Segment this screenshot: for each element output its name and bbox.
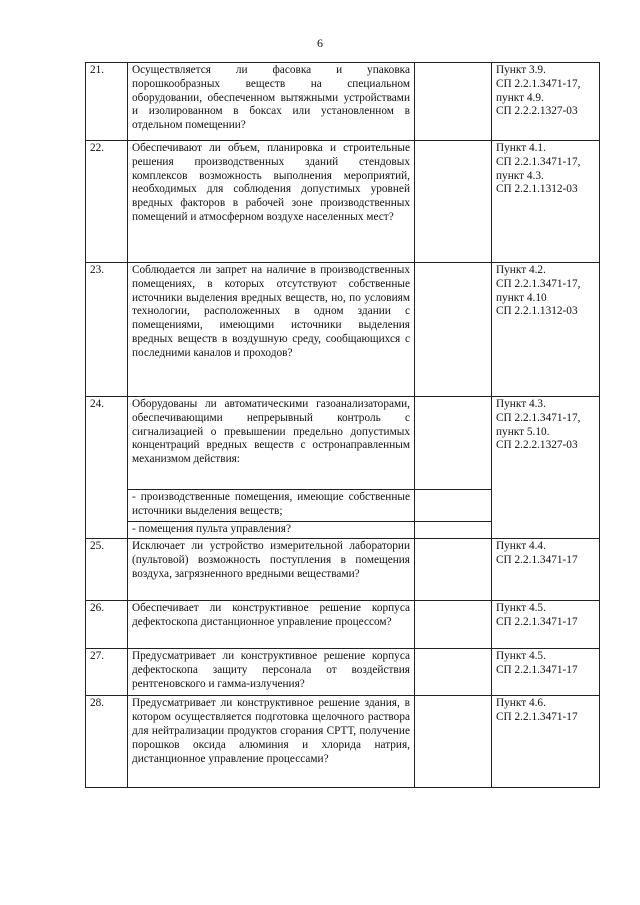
row-number: 25. <box>86 539 128 601</box>
reference-line: СП 2.2.1.3471-17, <box>496 77 581 90</box>
reference-cell <box>492 696 600 788</box>
reference-line: пункт 4.3. <box>496 169 544 182</box>
reference-cell <box>492 141 600 263</box>
answer-cell[interactable] <box>415 539 492 601</box>
reference-cell <box>492 397 600 539</box>
reference-line: пункт 5.10. <box>496 425 550 438</box>
subitem-cell: - производственные помещения, имеющие собственные источники выделения веществ; <box>128 490 415 522</box>
reference-line: Пункт 4.2. <box>496 264 546 276</box>
checklist-table <box>85 62 600 788</box>
answer-cell[interactable] <box>415 263 492 397</box>
row-number: 24. <box>86 397 128 539</box>
reference-line: СП 2.2.1.3471-17 <box>496 664 578 677</box>
row-number: 22. <box>86 141 128 263</box>
reference-cell <box>492 539 600 601</box>
reference-line: СП 2.2.2.1327-03 <box>496 439 578 452</box>
answer-cell[interactable] <box>415 397 492 490</box>
reference-line: Пункт 4.6. <box>496 697 546 710</box>
checklist-body <box>86 63 600 788</box>
table-row <box>86 696 600 788</box>
reference-line: Пункт 4.1. <box>496 142 546 154</box>
page-number: 6 <box>317 36 323 50</box>
reference-line: Пункт 3.9. <box>496 64 546 76</box>
answer-cell[interactable] <box>415 63 492 141</box>
reference-line: СП 2.2.1.3471-17, <box>496 411 581 424</box>
reference-line: СП 2.2.1.3471-17, <box>496 277 581 290</box>
reference-line: Пункт 4.4. <box>496 540 546 553</box>
reference-line: Пункт 4.5. <box>496 602 546 615</box>
reference-line: пункт 4.10 <box>496 291 547 304</box>
row-number: 21. <box>86 63 128 141</box>
reference-line: СП 2.2.1.3471-17, <box>496 155 581 168</box>
reference-line: пункт 4.9. <box>496 91 544 104</box>
answer-cell[interactable] <box>415 649 492 696</box>
question-cell: Обеспечивают ли объем, планировка и строительные решения производственных зданий стендовых комплексов возможность выполнения мероприятий, необходимых для соблюдения допустимых уровней вредных факторов в рабочей зоне производственных помещений и атмосферном воздухе населенных мест? <box>128 141 415 263</box>
reference-line: СП 2.2.1.3471-17 <box>496 616 578 629</box>
table-row <box>86 601 600 649</box>
reference-line: СП 2.2.1.3471-17 <box>496 554 578 567</box>
reference-line: СП 2.2.1.3471-17 <box>496 711 578 724</box>
reference-line: СП 2.2.2.1327-03 <box>496 105 578 118</box>
reference-cell <box>492 263 600 397</box>
row-number: 26. <box>86 601 128 649</box>
question-cell: Обеспечивает ли конструктивное решение корпуса дефектоскопа дистанционное управление процессом? <box>128 601 415 649</box>
table-row <box>86 63 600 141</box>
reference-cell <box>492 63 600 141</box>
answer-cell[interactable] <box>415 696 492 788</box>
table-row <box>86 263 600 397</box>
table-row <box>86 539 600 601</box>
reference-line: Пункт 4.5. <box>496 650 546 663</box>
answer-cell[interactable] <box>415 490 492 522</box>
reference-cell <box>492 601 600 649</box>
table-row <box>86 141 600 263</box>
reference-line: СП 2.2.1.1312-03 <box>496 305 578 318</box>
reference-cell <box>492 649 600 696</box>
question-cell: Исключает ли устройство измерительной лаборатории (пультовой) возможность поступления в помещения воздуха, загрязненного вредными веществами? <box>128 539 415 601</box>
reference-line: Пункт 4.3. <box>496 398 546 410</box>
question-cell: Соблюдается ли запрет на наличие в производственных помещениях, в которых отсутствуют собственные источники выделения вредных веществ, но, по условиям технологии, расположенных в одном здании с помещениями, имеющими источники выделения вредных веществ в воздушную среду, сообщающихся с последними каналов и проходов? <box>128 263 415 397</box>
reference-line: СП 2.2.1.1312-03 <box>496 183 578 196</box>
answer-cell[interactable] <box>415 141 492 263</box>
answer-cell[interactable] <box>415 521 492 539</box>
question-cell: Оборудованы ли автоматическими газоанализаторами, обеспечивающими непрерывный контроль с сигнализацией о превышении предельно допустимых концентраций вредных веществ с остронаправленным механизмом действия: <box>128 397 415 490</box>
question-cell: Предусматривает ли конструктивное решение корпуса дефектоскопа защиту персонала от воздействия рентгеновского и гамма-излучения? <box>128 649 415 696</box>
table-row <box>86 649 600 696</box>
question-cell: Предусматривает ли конструктивное решение здания, в котором осуществляется подготовка щелочного раствора для нейтрализации продуктов сгорания СРТТ, получение порошков оксида алюминия и хлорида натрия, дистанционное управление процессами? <box>128 696 415 788</box>
row-number: 23. <box>86 263 128 397</box>
table-row <box>86 397 600 490</box>
row-number: 28. <box>86 696 128 788</box>
row-number: 27. <box>86 649 128 696</box>
answer-cell[interactable] <box>415 601 492 649</box>
subitem-cell: - помещения пульта управления? <box>128 521 415 539</box>
question-cell: Осуществляется ли фасовка и упаковка порошкообразных веществ на специальном оборудовании, обеспеченном вытяжными устройствами и изолированном в боксах или установленном в отдельном помещении? <box>128 63 415 141</box>
